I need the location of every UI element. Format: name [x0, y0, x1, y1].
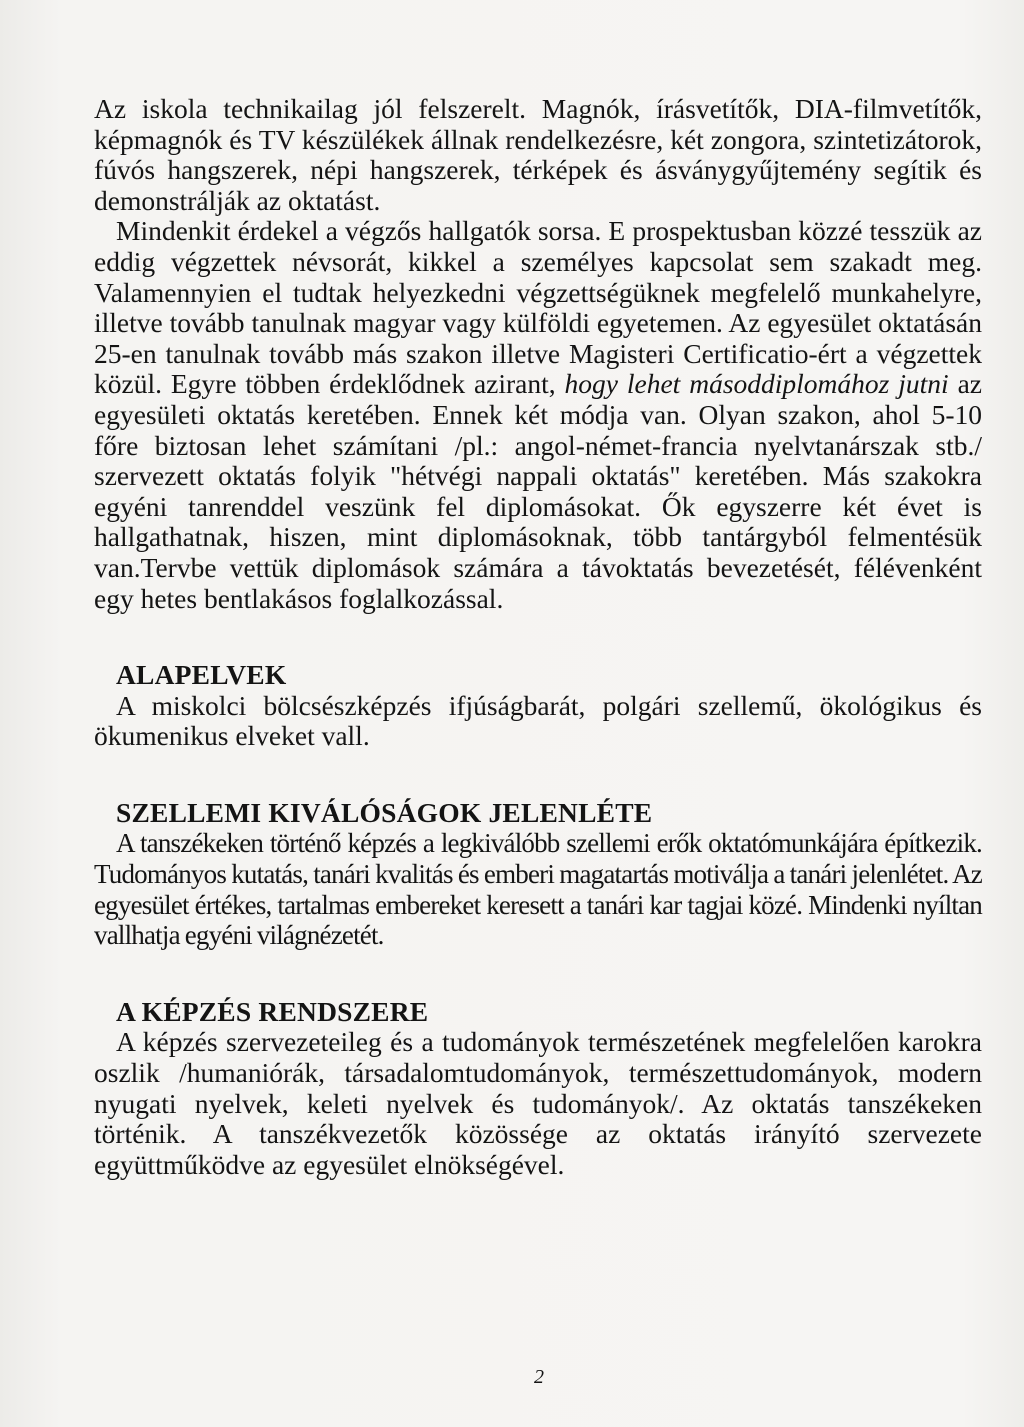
page-content	[94, 94, 982, 1180]
section-spacer	[94, 951, 982, 997]
section-spacer	[94, 752, 982, 798]
section-heading: ALAPELVEK	[116, 659, 287, 691]
section-szellemi-kivalosagok	[94, 798, 982, 951]
section-heading: A KÉPZÉS RENDSZERE	[116, 995, 429, 1027]
second-degree-emphasis: hogy lehet másoddiplomához jutni	[564, 368, 949, 400]
page-number: 2	[534, 1366, 544, 1388]
section-body: A miskolci bölcsészképzés ifjúságbarát, polgári szellemű, ökológikus és ökumenikus elveket vall.	[94, 689, 982, 752]
section-spacer	[94, 614, 982, 660]
section-alapelvek	[94, 660, 982, 752]
section-body: A tanszékeken történő képzés a legkiválóbb szellemi erők oktatómunkájára építkezik. Tudományos kutatás, tanári kvalitás és emberi magatartás motiválja a tanári jelenlétet. Az egyesület értékes, tartalmas embereket keresett a tanári kar tagjai közé. Mindenki nyíltan vallhatja egyéni világnézetét.	[94, 828, 982, 951]
section-heading: SZELLEMI KIVÁLÓSÁGOK JELENLÉTE	[116, 796, 653, 828]
section-kepzes-rendszere	[94, 997, 982, 1181]
graduates-text-start: Mindenkit érdekel a végzős hallgatók sorsa. E prospektusban közzé tesszük az eddig végzettek névsorát, kikkel a személyes kapcsolat sem szakadt meg. Valamennyien el tudtak helyezkedni végzettségüknek megfelelő munkahelyre, illetve tovább tanulnak magyar vagy külföldi egyetemen. Az egyesület oktatásán 25-en tanulnak tovább más szakon illetve Magisteri Certificatio-ért a végzettek közül. Egyre többen érdeklődnek azirant,	[94, 215, 982, 400]
intro-paragraph-graduates	[94, 216, 982, 614]
section-body: A képzés szervezeteileg és a tudományok természetének megfelelően karokra oszlik /humaniórák, társadalomtudományok, természettudományok, modern nyugati nyelvek, keleti nyelvek és tudományok/. Az oktatás tanszékeken történik. A tanszékvezetők közössége az oktatás irányító szervezete együttműködve az egyesület elnökségével.	[94, 1026, 982, 1180]
graduates-text-end: az egyesületi oktatás keretében. Ennek két módja van. Olyan szakon, ahol 5-10 főre biztosan lehet számítani /pl.: angol-német-francia nyelvtanárszak stb./ szervezett oktatás folyik "hétvégi nappali oktatás" keretében. Más szakokra egyéni tanrenddel veszünk fel diplomásokat. Ők egyszerre két évet is hallgathatnak, hiszen, mint diplomásoknak, több tantárgyból felmentésük van.Tervbe vettük diplomások számára a távoktatás bevezetését, félévenként egy hetes bentlakásos foglalkozással.	[94, 368, 982, 614]
intro-paragraph-equipment: Az iskola technikailag jól felszerelt. Magnók, írásvetítők, DIA-filmvetítők, képmagnók és TV készülékek állnak rendelkezésre, két zongora, szintetizátorok, fúvós hangszerek, népi hangszerek, térképek és ásványgyűjtemény segítik és demonstrálják az oktatást.	[94, 93, 982, 216]
